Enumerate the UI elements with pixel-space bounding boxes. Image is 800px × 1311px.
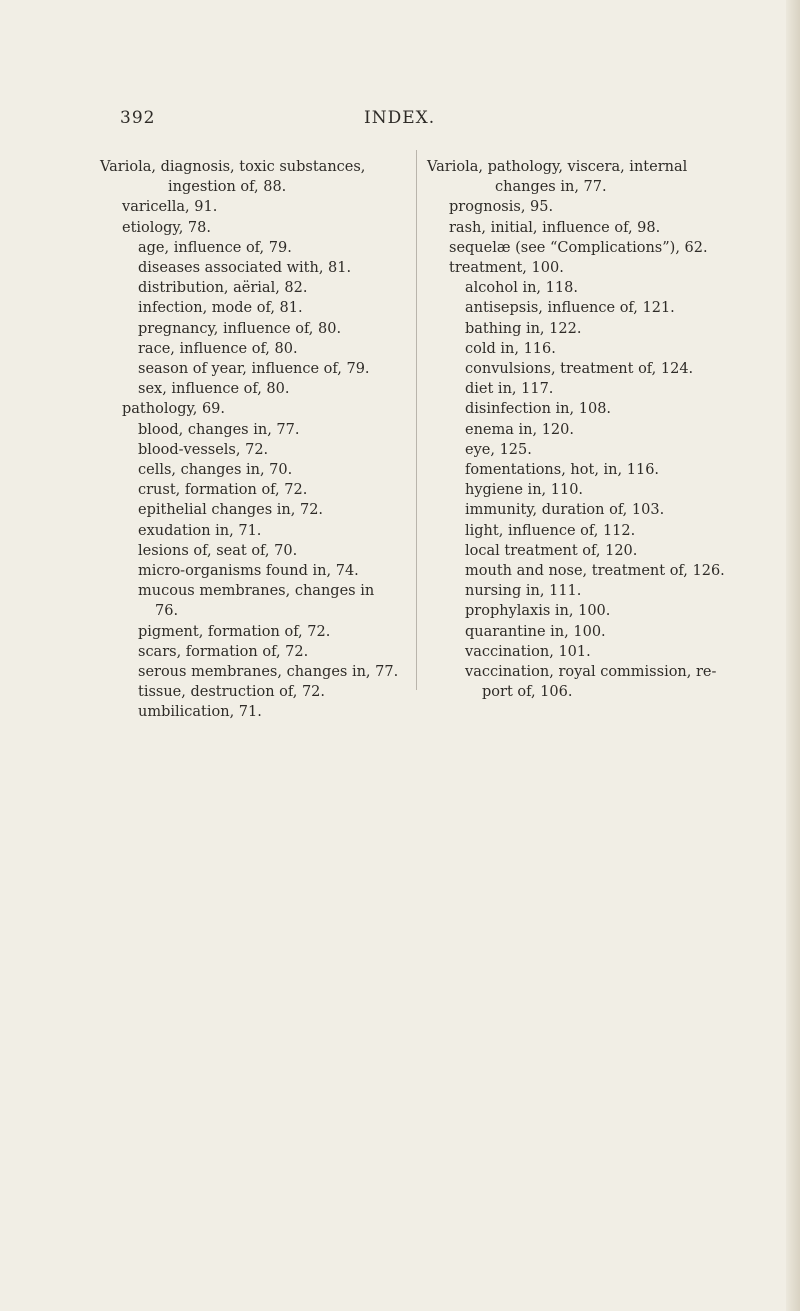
index-entry: port of, 106.: [482, 684, 573, 701]
index-entry: tissue, destruction of, 72.: [138, 684, 326, 701]
index-entry: Variola, diagnosis, toxic substances,: [100, 159, 366, 175]
page-header: [0, 108, 800, 132]
index-entry: lesions of, seat of, 70.: [138, 542, 298, 559]
index-entry: alcohol in, 118.: [465, 280, 578, 297]
index-entry: exudation in, 71.: [138, 522, 262, 539]
index-entry: micro-organisms found in, 74.: [138, 563, 359, 580]
index-column-left: [100, 157, 430, 723]
index-entry: hygiene in, 110.: [465, 482, 584, 499]
index-entry: season of year, influence of, 79.: [138, 361, 370, 378]
index-entry: umbilication, 71.: [138, 704, 262, 721]
index-entry: pathology, 69.: [122, 401, 226, 418]
index-entry: vaccination, 101.: [465, 643, 591, 660]
index-entry: age, influence of, 79.: [138, 239, 292, 256]
index-entry: 76.: [155, 603, 179, 620]
index-entry: immunity, duration of, 103.: [465, 502, 665, 519]
index-entry: distribution, aërial, 82.: [138, 280, 308, 297]
index-entry: cells, changes in, 70.: [138, 462, 293, 479]
index-entry: bathing in, 122.: [465, 320, 582, 337]
index-entry: mucous membranes, changes in: [138, 583, 375, 600]
index-entry: diet in, 117.: [465, 381, 554, 398]
index-entry: serous membranes, changes in, 77.: [138, 664, 399, 681]
index-entry: blood, changes in, 77.: [138, 421, 300, 438]
index-entry: cold in, 116.: [465, 340, 556, 357]
index-entry: vaccination, royal commission, re-: [465, 664, 717, 681]
index-entry: enema in, 120.: [465, 421, 574, 438]
index-column-right: [427, 157, 772, 702]
index-entry: quarantine in, 100.: [465, 623, 606, 640]
index-entry: etiology, 78.: [122, 219, 211, 236]
index-entry: infection, mode of, 81.: [138, 300, 303, 317]
index-entry: sequelæ (see “Complications”), 62.: [449, 239, 708, 256]
index-entry: epithelial changes in, 72.: [138, 502, 324, 519]
index-entry: varicella, 91.: [122, 199, 218, 216]
index-entry: mouth and nose, treatment of, 126.: [465, 563, 725, 580]
index-entry: sex, influence of, 80.: [138, 381, 290, 398]
index-entry: disinfection in, 108.: [465, 401, 612, 418]
index-entry: nursing in, 111.: [465, 583, 582, 600]
index-entry: light, influence of, 112.: [465, 522, 636, 539]
index-entry: treatment, 100.: [449, 260, 564, 277]
index-entry: fomentations, hot, in, 116.: [465, 462, 660, 479]
index-entry: prophylaxis in, 100.: [465, 603, 611, 620]
index-entry: antisepsis, influence of, 121.: [465, 300, 675, 317]
running-title: INDEX.: [364, 108, 436, 128]
index-entry: Variola, pathology, viscera, internal: [427, 159, 688, 175]
index-entry: ingestion of, 88.: [168, 179, 287, 196]
index-entry: diseases associated with, 81.: [138, 260, 352, 277]
index-entry: pregnancy, influence of, 80.: [138, 320, 342, 337]
index-entry: prognosis, 95.: [449, 199, 554, 216]
index-entry: eye, 125.: [465, 441, 532, 458]
index-entry: local treatment of, 120.: [465, 542, 638, 559]
index-entry: blood-vessels, 72.: [138, 441, 269, 458]
index-entry: race, influence of, 80.: [138, 340, 298, 357]
page-number: 392: [120, 108, 156, 128]
index-entry: changes in, 77.: [495, 179, 607, 196]
index-entry: crust, formation of, 72.: [138, 482, 308, 499]
index-entry: scars, formation of, 72.: [138, 643, 309, 660]
index-entry: convulsions, treatment of, 124.: [465, 361, 694, 378]
index-entry: rash, initial, influence of, 98.: [449, 219, 661, 236]
index-entry: pigment, formation of, 72.: [138, 623, 331, 640]
page-edge-shadow: [786, 0, 800, 1311]
